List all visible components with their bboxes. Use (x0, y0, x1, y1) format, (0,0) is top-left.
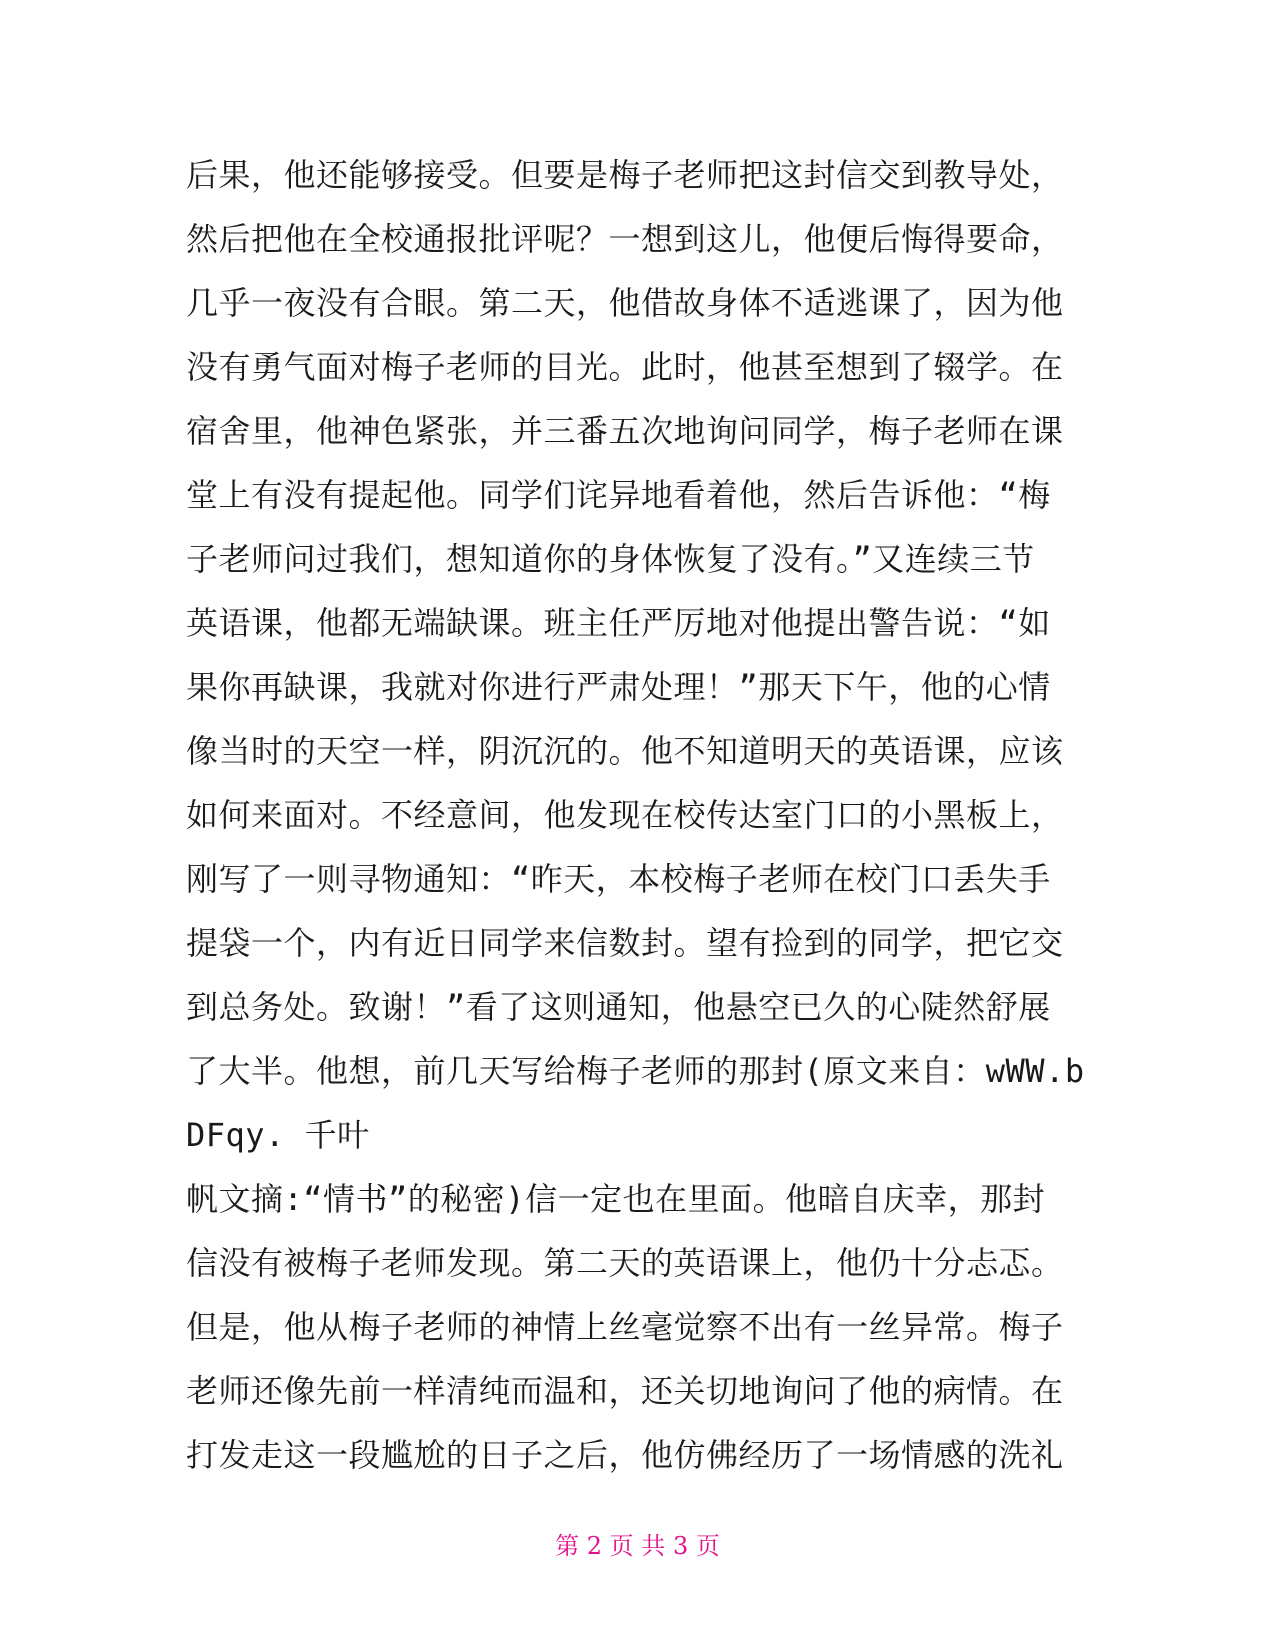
text-line: 果你再缺课，我就对你进行严肃处理！”那天下午，他的心情 (186, 668, 1051, 706)
text-line: 打发走这一段尴尬的日子之后，他仿佛经历了一场情感的洗礼 (186, 1436, 1064, 1474)
text-line: 到总务处。致谢！”看了这则通知，他悬空已久的心陡然舒展 (186, 988, 1051, 1026)
body-text (186, 143, 1086, 1487)
page-number: 第 2 页 共 3 页 (555, 1532, 720, 1560)
text-line: 然后把他在全校通报批评呢？一想到这儿，他便后悔得要命， (186, 220, 1064, 258)
text-line: 子老师问过我们，想知道你的身体恢复了没有。”又连续三节 (186, 540, 1035, 578)
text-line: DFqy. 千叶 (186, 1116, 370, 1154)
text-line: 没有勇气面对梅子老师的目光。此时，他甚至想到了辍学。在 (186, 348, 1064, 386)
text-line: 刚写了一则寻物通知：“昨天，本校梅子老师在校门口丢失手 (186, 860, 1051, 898)
text-line: 几乎一夜没有合眼。第二天，他借故身体不适逃课了，因为他 (186, 284, 1064, 322)
text-line: 老师还像先前一样清纯而温和，还关切地询问了他的病情。在 (186, 1372, 1064, 1410)
text-line: 了大半。他想，前几天写给梅子老师的那封(原文来自：wWW.b (186, 1052, 1085, 1090)
text-line: 后果，他还能够接受。但要是梅子老师把这封信交到教导处， (186, 156, 1064, 194)
text-line: 英语课，他都无端缺课。班主任严厉地对他提出警告说：“如 (186, 604, 1051, 642)
text-line: 帆文摘:“情书”的秘密)信一定也在里面。他暗自庆幸，那封 (186, 1180, 1046, 1218)
text-line: 堂上有没有提起他。同学们诧异地看着他，然后告诉他：“梅 (186, 476, 1051, 514)
text-line: 像当时的天空一样，阴沉沉的。他不知道明天的英语课，应该 (186, 732, 1064, 770)
text-line: 如何来面对。不经意间，他发现在校传达室门口的小黑板上， (186, 796, 1064, 834)
text-line: 信没有被梅子老师发现。第二天的英语课上，他仍十分忐忑。 (186, 1244, 1064, 1282)
text-line: 提袋一个，内有近日同学来信数封。望有捡到的同学，把它交 (186, 924, 1064, 962)
text-line: 宿舍里，他神色紧张，并三番五次地询问同学，梅子老师在课 (186, 412, 1064, 450)
text-line: 但是，他从梅子老师的神情上丝毫觉察不出有一丝异常。梅子 (186, 1308, 1064, 1346)
